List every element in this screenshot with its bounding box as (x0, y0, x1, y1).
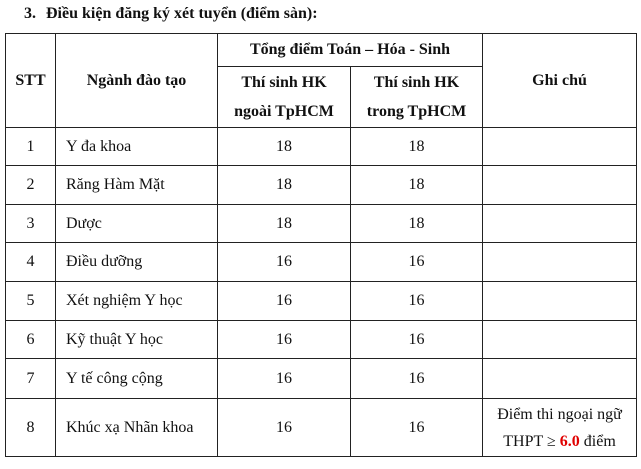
cell-note (483, 359, 637, 399)
section-heading (24, 5, 318, 23)
section-number: 3. (24, 5, 36, 22)
table-row (6, 359, 637, 399)
table-row (6, 205, 637, 243)
cell-outside-score: 18 (218, 128, 351, 166)
cell-inside-score: 18 (351, 128, 483, 166)
cell-stt: 1 (6, 128, 56, 166)
cell-inside-score: 16 (351, 282, 483, 321)
header-outside-line2: ngoài TpHCM (234, 103, 334, 120)
cell-inside-score: 16 (351, 243, 483, 282)
table-row (6, 282, 637, 321)
header-inside-line1: Thí sinh HK (373, 74, 460, 91)
note-suffix: điểm (579, 432, 616, 450)
header-major: Ngành đào tạo (56, 34, 218, 128)
admission-threshold-table (5, 33, 637, 457)
section-title: Điều kiện đăng ký xét tuyển (điểm sàn): (46, 5, 318, 22)
cell-inside-score: 16 (351, 321, 483, 359)
cell-stt: 6 (6, 321, 56, 359)
cell-note (483, 166, 637, 205)
cell-outside-score: 18 (218, 205, 351, 243)
cell-major: Y đa khoa (56, 128, 218, 166)
cell-stt: 8 (6, 399, 56, 457)
cell-inside-score: 18 (351, 205, 483, 243)
cell-outside-score: 16 (218, 282, 351, 321)
header-note: Ghi chú (483, 34, 637, 128)
note-prefix: THPT ≥ (503, 432, 560, 450)
header-inside-hcmc (351, 67, 483, 128)
cell-outside-score: 16 (218, 359, 351, 399)
cell-inside-score: 18 (351, 166, 483, 205)
cell-note (483, 282, 637, 321)
header-outside-line1: Thí sinh HK (241, 74, 327, 91)
cell-stt: 4 (6, 243, 56, 282)
cell-outside-score: 16 (218, 243, 351, 282)
cell-major: Dược (56, 205, 218, 243)
note-line-1: Điểm thi ngoại ngữ (497, 405, 622, 423)
cell-major: Khúc xạ Nhãn khoa (56, 399, 218, 457)
table-row (6, 321, 637, 359)
cell-note (483, 399, 637, 457)
cell-major: Răng Hàm Mặt (56, 166, 218, 205)
cell-major: Y tế công cộng (56, 359, 218, 399)
header-stt: STT (6, 34, 56, 128)
table-row (6, 166, 637, 205)
cell-inside-score: 16 (351, 359, 483, 399)
cell-stt: 5 (6, 282, 56, 321)
cell-note (483, 243, 637, 282)
cell-inside-score: 16 (351, 399, 483, 457)
cell-stt: 3 (6, 205, 56, 243)
note-line-2 (483, 428, 636, 455)
header-score-group: Tổng điểm Toán – Hóa - Sinh (218, 34, 483, 67)
cell-outside-score: 18 (218, 166, 351, 205)
table-row (6, 399, 637, 457)
cell-note (483, 128, 637, 166)
cell-major: Xét nghiệm Y học (56, 282, 218, 321)
cell-outside-score: 16 (218, 321, 351, 359)
table-row (6, 128, 637, 166)
note-score-value: 6.0 (559, 432, 580, 450)
cell-major: Điều dưỡng (56, 243, 218, 282)
header-inside-line2: trong TpHCM (366, 103, 467, 120)
table-row (6, 243, 637, 282)
cell-stt: 7 (6, 359, 56, 399)
cell-note (483, 205, 637, 243)
cell-stt: 2 (6, 166, 56, 205)
header-row-1 (6, 34, 637, 67)
header-outside-hcmc (218, 67, 351, 128)
cell-outside-score: 16 (218, 399, 351, 457)
cell-note (483, 321, 637, 359)
cell-major: Kỹ thuật Y học (56, 321, 218, 359)
